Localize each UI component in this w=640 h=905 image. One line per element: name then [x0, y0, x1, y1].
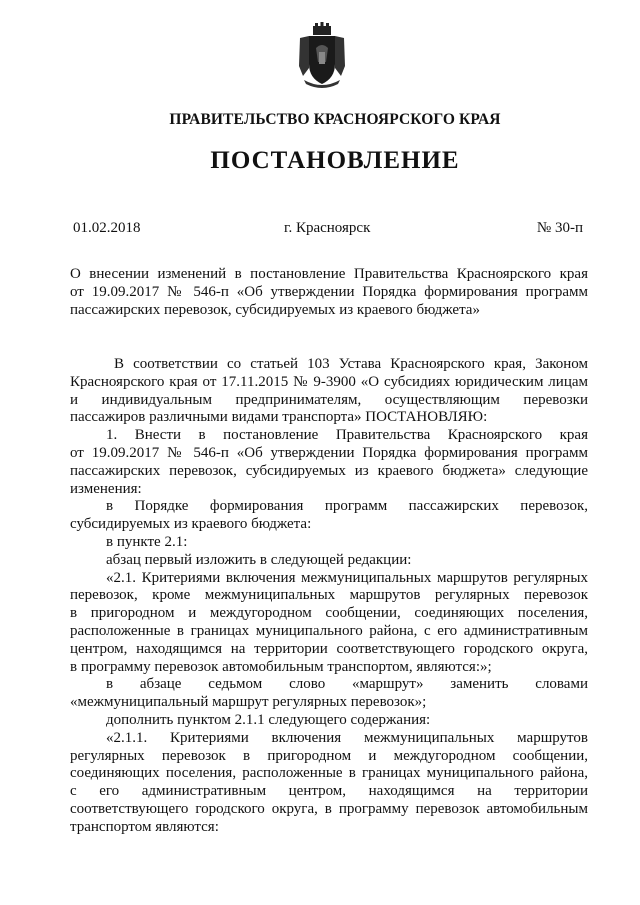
document-subject [70, 266, 588, 319]
body-line: «2.1.1. Критериями включения межмуниципальных маршрутов [106, 729, 588, 746]
body-line: центром, находящимся на территории соответствующего городского округа, [70, 640, 588, 657]
document-type: ПОСТАНОВЛЕНИЕ [210, 147, 460, 174]
body-line: дополнить пунктом 2.1.1 следующего содержания: [106, 711, 431, 728]
body-line: в абзаце седьмом слово «маршрут» заменить словами [106, 676, 588, 693]
body-line: «2.1. Критериями включения межмуниципальных маршрутов регулярных [106, 569, 588, 586]
body-line: в Порядке формирования программ пассажирских перевозок, [106, 498, 588, 515]
body-line: Красноярского края от 17.11.2015 № 9-3900 «О субсидиях юридическим лицам [70, 373, 588, 390]
body-line: перевозок, кроме межмуниципальных маршрутов регулярных перевозок [70, 587, 588, 604]
body-line: изменения: [70, 480, 142, 497]
body-line: «межмуниципальный маршрут регулярных перевозок»; [70, 694, 427, 711]
body-line: от 19.09.2017 № 546-п «Об утверждении Порядка формирования программ [70, 444, 588, 461]
document-number: № 30-п [536, 220, 583, 236]
body-line: регулярных перевозок в пригородном и междугородном сообщении, [70, 747, 588, 764]
body-line: с его административным центром, находящимся на территории [70, 783, 588, 800]
body-line: В соответствии со статьей 103 Устава Красноярского края, Законом [114, 356, 588, 372]
body-line: в программу перевозок автомобильным транспортом, являются:»; [70, 658, 492, 675]
subject-line: от 19.09.2017 № 546-п «Об утверждении Порядка формирования программ [70, 283, 588, 300]
body-line: соединяющих поселения, расположенные в границах муниципального района, [70, 765, 588, 782]
body-line: и индивидуальным предпринимателям, осуществляющим перевозки [70, 391, 588, 408]
body-line: транспортом являются: [70, 818, 219, 835]
body-line: соответствующего городского округа, в программу перевозок автомобильным [70, 800, 588, 817]
document-date: 01.02.2018 [73, 220, 141, 236]
body-line: субсидируемых из краевого бюджета: [70, 516, 312, 533]
body-line: в пункте 2.1: [106, 533, 188, 550]
body-line: в пригородном и междугородном сообщении, соединяющих поселения, [70, 605, 588, 622]
subject-line: О внесении изменений в постановление Правительства Красноярского края [70, 266, 588, 282]
subject-line: пассажирских перевозок, субсидируемых из краевого бюджета» [70, 301, 480, 318]
body-line: абзац первый изложить в следующей редакции: [106, 551, 412, 568]
document-body [70, 356, 588, 837]
coat-of-arms-icon [296, 22, 348, 90]
body-line: 1. Внести в постановление Правительства Красноярского края [106, 427, 588, 444]
body-line: расположенные в границах муниципального района, с его административным [70, 622, 588, 639]
body-line: пассажиров различными видами транспорта» ПОСТАНОВЛЯЮ: [70, 409, 488, 426]
body-line: пассажирских перевозок, субсидируемых из краевого бюджета» следующие [70, 462, 588, 479]
organization-name: ПРАВИТЕЛЬСТВО КРАСНОЯРСКОГО КРАЯ [169, 111, 501, 128]
document-city: г. Красноярск [284, 220, 371, 236]
